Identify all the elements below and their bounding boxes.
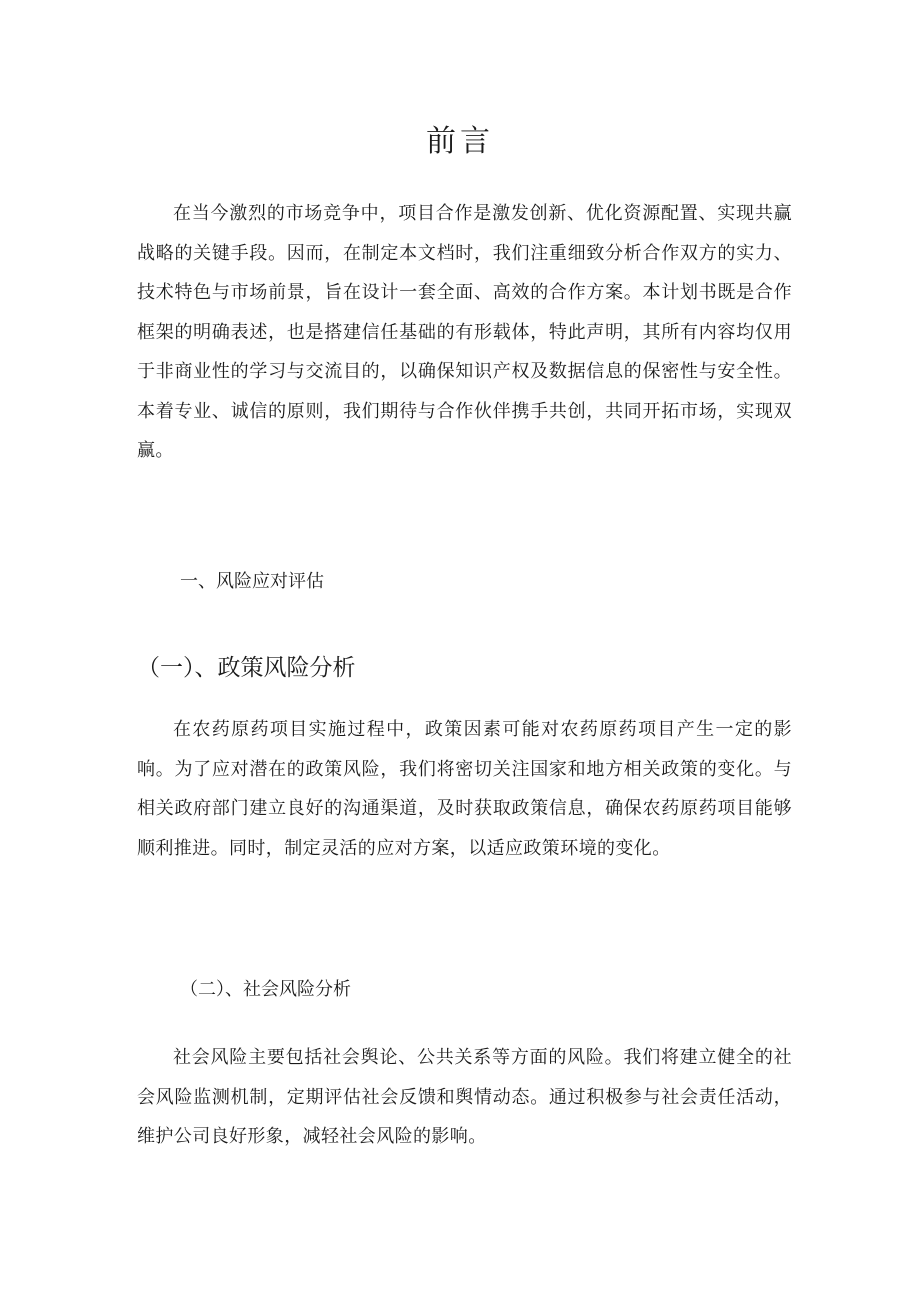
subsection-heading-policy-risk: （一）、政策风险分析 xyxy=(137,655,356,681)
preface-paragraph: 在当今激烈的市场竞争中，项目合作是激发创新、优化资源配置、实现共赢战略的关键手段。因而，在制定本文档时，我们注重细致分析合作双方的实力、技术特色与市场前景，旨在设计一套全面、高效的合作方案。本计划书既是合作框架的明确表述，也是搭建信任基础的有形载体，特此声明，其所有内容均仅用于非商业性的学习与交流目的，以确保知识产权及数据信息的保密性与安全性。本着专业、诚信的原则，我们期待与合作伙伴携手共创，共同开拓市场，实现双赢。 xyxy=(137,203,792,461)
social-risk-paragraph: 社会风险主要包括社会舆论、公共关系等方面的风险。我们将建立健全的社会风险监测机制，定期评估社会反馈和舆情动态。通过积极参与社会责任活动，维护公司良好形象，减轻社会风险的影响。 xyxy=(137,1047,792,1147)
page-title: 前言 xyxy=(426,124,494,159)
section-heading-risk-response: 一、风险应对评估 xyxy=(180,571,324,592)
subsection-heading-social-risk: （二）、社会风险分析 xyxy=(180,979,351,1000)
policy-risk-paragraph: 在农药原药项目实施过程中，政策因素可能对农药原药项目产生一定的影响。为了应对潜在的政策风险，我们将密切关注国家和地方相关政策的变化。与相关政府部门建立良好的沟通渠道，及时获取政策信息，确保农药原药项目能够顺利推进。同时，制定灵活的应对方案，以适应政策环境的变化。 xyxy=(137,719,792,859)
